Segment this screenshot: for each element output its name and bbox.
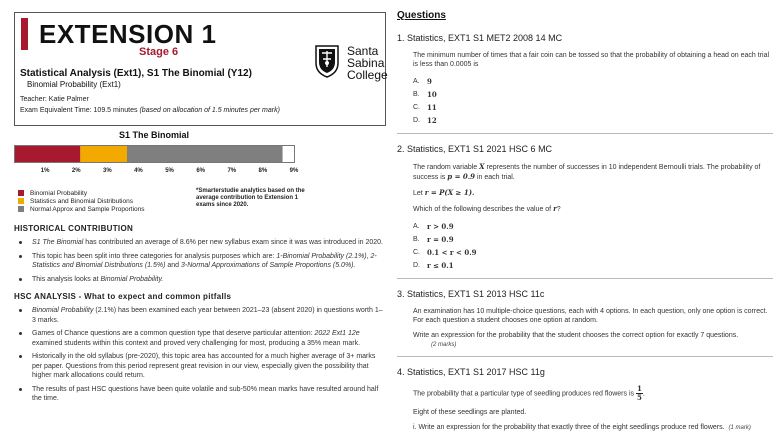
question-text: The minimum number of times that a fair coin can be tossed so that the probability of obtaining a head on each trial is less than 0.0005 is (413, 52, 770, 68)
option-letter: B. (413, 236, 420, 243)
question-text: Eight of these seedlings are planted. (413, 409, 527, 416)
list-item (14, 238, 386, 248)
question-divider (397, 133, 773, 134)
exam-time-label: Exam Equivalent Time: 109.5 minutes (20, 107, 138, 114)
question-body (397, 385, 773, 433)
text-run: in each trial. (475, 174, 515, 181)
option-text: 11 (427, 103, 437, 112)
text-run: The probability that a particular type of seedling produces red flowers is (413, 390, 635, 398)
option[interactable] (413, 220, 773, 233)
option[interactable] (413, 259, 773, 272)
bullet-text: Historically in the old syllabus (pre-2020), this topic area has accounted for a much higher average of 3+ marks per paper. Questions from this period represent great revision in our view, especially given the possibility that higher mark allocations could return. (32, 353, 376, 379)
option-text: r > 0.9 (427, 222, 454, 231)
school-name (347, 45, 388, 81)
x-tick-label: 5% (165, 168, 174, 174)
x-tick-label: 2% (71, 168, 81, 174)
bar-segment-2 (80, 146, 127, 162)
math-expr: p = 0.9 (447, 172, 476, 181)
x-tick-label: 6% (196, 168, 206, 174)
school-name-line2: Sabina (347, 56, 385, 70)
exam-time-line (20, 107, 280, 114)
stage-label: Stage 6 (139, 46, 179, 58)
question-heading: 1. Statistics, EXT1 S1 MET2 2008 14 MC (397, 33, 563, 43)
option-letter: A. (413, 223, 420, 230)
question-body (397, 307, 773, 350)
option-letter: C. (413, 104, 420, 111)
list-item (14, 329, 386, 348)
legend-item (18, 205, 145, 213)
text-run: i. Write an expression for the probability that exactly three of the eight seedlings produce red flowers. (413, 424, 725, 431)
category-3: 3-Normal Approximations of Sample Proportions (5.0%). (181, 262, 356, 269)
legend-swatch (18, 198, 24, 204)
bullet-text: and (165, 262, 182, 269)
question-body (397, 51, 773, 127)
math-var: r (553, 204, 557, 213)
marks-label: (2 marks) (431, 342, 457, 348)
topic-subsubtitle: Binomial Probability (Ext1) (27, 80, 121, 89)
option-letter: A. (413, 78, 420, 85)
option[interactable] (413, 114, 773, 127)
bar-segment-1 (15, 146, 80, 162)
option-text: r = 0.9 (427, 235, 454, 244)
option[interactable] (413, 88, 773, 101)
question-text (413, 385, 773, 402)
school-crest-icon (313, 43, 341, 79)
title-accent-bar (21, 18, 28, 50)
list-item (14, 275, 386, 285)
question-body (397, 162, 773, 272)
x-tick-label: 9% (289, 168, 299, 174)
chart-area (14, 126, 386, 218)
question-text: An examination has 10 multiple-choice questions, each with 4 options. In each question, only one option is correct. For each question a student chooses one option at random. (413, 308, 768, 324)
topic-name: Binomial Probability (32, 307, 94, 314)
question-2 (397, 144, 773, 272)
exam-time-note: (based on allocation of 1.5 minutes per mark) (139, 107, 280, 114)
text-run: . (642, 390, 645, 398)
exam-reference: 2022 Ext1 12e (314, 330, 360, 337)
bullet-text: , (366, 252, 371, 260)
legend-label: Binomial Probability (30, 189, 88, 197)
question-3 (397, 289, 773, 350)
school-name-line1: Santa (347, 44, 379, 58)
chart-title: S1 The Binomial (118, 130, 189, 140)
legend-label: Statistics and Binomial Distributions (30, 197, 133, 205)
option-letter: D. (413, 262, 420, 269)
fraction-numerator: 1 (636, 384, 642, 393)
math-expr: r = P(X ≥ 1). (424, 188, 475, 197)
hsc-heading: HSC ANALYSIS - What to expect and common pitfalls (14, 292, 232, 301)
page-title: EXTENSION 1 (39, 19, 217, 49)
questions-title: Questions (397, 10, 446, 21)
header-box (14, 12, 386, 126)
bullet-text: The results of past HSC questions have been quite volatile and sub-50% mean marks have resulted around half the time. (32, 385, 379, 402)
bullet-text: has contributed an average of 8.6% per new syllabus exam since it was was introduced in 2020. (83, 239, 383, 246)
bullet-text: Games of Chance questions are a common question type that deserve particular attention: (32, 330, 315, 337)
option-letter: B. (413, 91, 420, 98)
option[interactable] (413, 101, 773, 114)
x-tick-label: 8% (258, 168, 268, 174)
question-text (413, 188, 773, 198)
stacked-bar-chart (14, 142, 314, 186)
bullet-text: (2.1%) has been examined each year between 2021–23 (absent 2020) in questions worth 1–3 marks. (32, 307, 383, 324)
x-tick-label: 3% (102, 168, 112, 174)
options-list (413, 75, 773, 127)
school-name-line3: College (347, 68, 388, 82)
question-text (413, 204, 773, 214)
option-letter: D. (413, 117, 420, 124)
option-text: 12 (427, 116, 437, 125)
text-run: represents the number of successes in 10 independent Bernoulli trials. The probability of success is (413, 164, 761, 181)
x-tick-label: 7% (227, 168, 237, 174)
question-heading: 4. Statistics, EXT1 S1 2017 HSC 11g (397, 367, 545, 377)
list-item (14, 385, 386, 404)
historical-list (14, 238, 386, 284)
question-divider (397, 278, 773, 279)
text-run: The random variable (413, 164, 480, 171)
options-list (413, 220, 773, 272)
option[interactable] (413, 246, 773, 259)
text-run: Write an expression for the probability that the student chooses the correct option for exactly 7 questions. (413, 332, 739, 339)
x-tick-label: 1% (40, 168, 50, 174)
legend-swatch (18, 206, 24, 212)
topic-name: S1 The Binomial (32, 239, 84, 246)
bar-segment-3 (127, 146, 283, 162)
list-item (14, 352, 386, 381)
legend-swatch (18, 190, 24, 196)
option-text: r ≤ 0.1 (427, 261, 454, 270)
chart-legend (18, 189, 145, 213)
left-column (14, 12, 386, 408)
historical-heading: HISTORICAL CONTRIBUTION (14, 224, 134, 233)
marks-label: (1 mark) (728, 425, 751, 431)
fraction-denominator: 5 (636, 393, 642, 402)
bullet-text: examined students within this context and proved very challenging for most, producing a 35% mean mark. (32, 339, 361, 347)
x-tick-label: 4% (134, 168, 143, 174)
fraction (636, 385, 643, 402)
question-heading: 3. Statistics, EXT1 S1 2013 HSC 11c (397, 289, 545, 299)
question-text (413, 162, 773, 182)
text-run: Let (413, 190, 425, 197)
questions-column (397, 10, 773, 439)
option-text: 10 (427, 90, 437, 99)
question-text (413, 331, 773, 350)
category-1: 1-Binomial Probability (2.1%) (276, 252, 367, 260)
chart-note: *Smarterstudie analytics based on the average contribution to Extension 1 exams since 2020. (196, 188, 305, 208)
question-text (413, 423, 773, 433)
question-4 (397, 367, 773, 433)
text-run: Which of the following describes the value of (413, 206, 554, 213)
legend-item (18, 189, 145, 197)
hsc-list (14, 306, 386, 404)
option-text: 9 (427, 77, 432, 86)
topic-subtitle: Statistical Analysis (Ext1), S1 The Binomial (Y12) (20, 68, 252, 79)
option-text: 0.1 < r < 0.9 (427, 248, 477, 257)
option[interactable] (413, 233, 773, 246)
legend-item (18, 197, 145, 205)
bullet-text: This analysis looks at (32, 275, 101, 283)
option[interactable] (413, 75, 773, 88)
bullet-text: This topic has been split into three categories for analysis purposes which are: (32, 252, 277, 260)
teacher-line: Teacher: Katie Palmer (20, 96, 89, 103)
question-heading: 2. Statistics, EXT1 S1 2021 HSC 6 MC (397, 144, 553, 154)
category-2: 2-Statistics and Binomial Distributions (1.5%) (32, 252, 377, 269)
topic-name: Binomial Probability. (100, 275, 164, 283)
legend-label: Normal Approx and Sample Proportions (30, 205, 145, 213)
text-run: ? (556, 206, 561, 213)
list-item (14, 306, 386, 325)
question-1 (397, 33, 773, 127)
list-item (14, 252, 386, 271)
option-letter: C. (413, 249, 420, 256)
math-var: X (479, 162, 485, 171)
question-divider (397, 356, 773, 357)
